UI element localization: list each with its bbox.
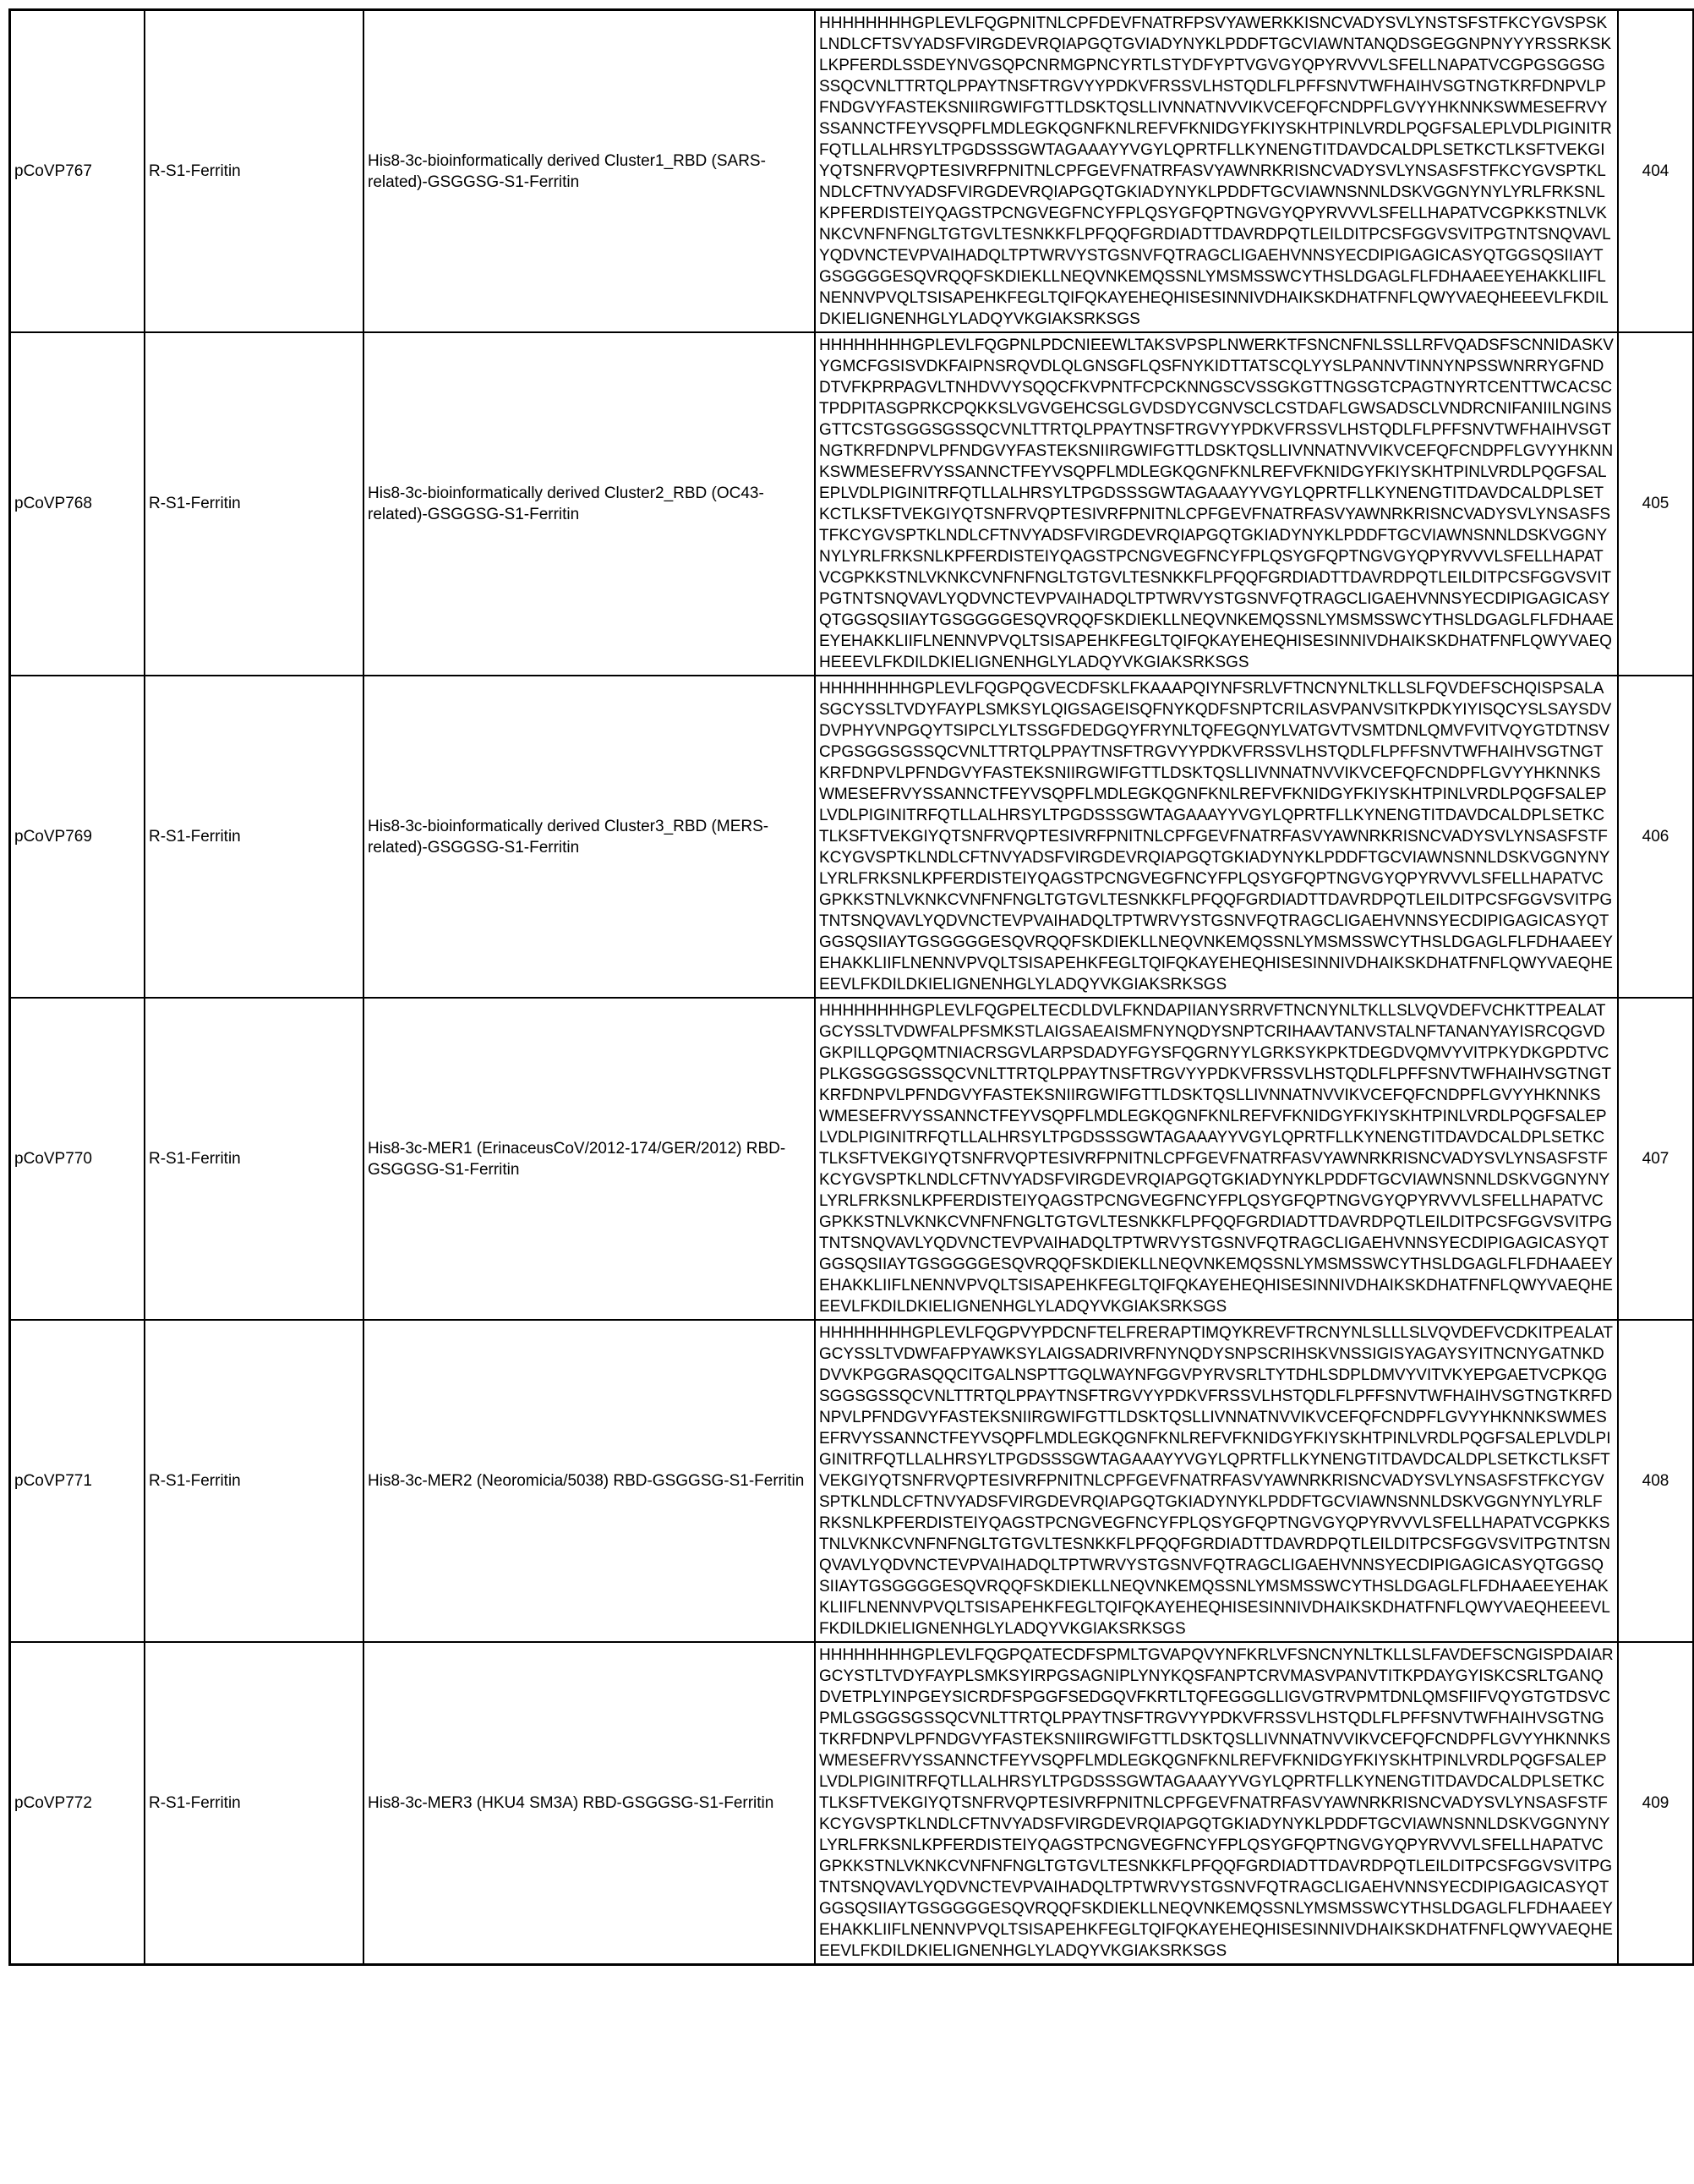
- type-cell: R-S1-Ferritin: [145, 1642, 363, 1965]
- sequence-cell: HHHHHHHHGPLEVLFQGPNLPDCNIEEWLTAKSVPSPLNWERKTFSNCNFNLSSLLRFVQADSFSCNNIDASKVYGMCFGSISVDKFAIPNSRQVDLQLGNSGFLQSFNYKIDTTATSCQLYYSLPANNVTINNYNPSSWNRRYGFNDDTVFKPRPAGVLTNHDVVYSQQCFKVPNTFCPCKNNGSCVSSGKGTTNGSGTCPAGTNYRTCENTTWCACSCTPDPITASGPRKCPQKKSLVGVGEHCSGLGVDSDYCGNVSCLCSTDAFLGWSADSCLVNDRCNIFANIILNGINSGTTCSTGSGGSGSSQCVNLTTRTQLPPAYTNSFTRGVYYPDKVFRSSVLHSTQDLFLPFFSNVTWFHAIHVSGTNGTKRFDNPVLPFNDGVYFASTEKSNIIRGWIFGTTLDSKTQSLLIVNNATNVVIKVCEFQFCNDPFLGVYYHKNNKSWMESEFRVYSSANNCTFEYVSQPFLMDLEGKQGNFKNLREFVFKNIDGYFKIYSKHTPINLVRDLPQGFSALEPLVDLPIGINITRFQTLLALHRSYLTPGDSSSGWTAGAAAYYVGYLQPRTFLLKYNENGTITDAVDCALDPLSETKCTLKSFTVEKGIYQTSNFRVQPTESIVRFPNITNLCPFGEVFNATRFASVYAWNRKRISNCVADYSVLYNSASFSTFKCYGVSPTKLNDLCFTNVYADSFVIRGDEVRQIAPGQTGKIADYNYKLPDDFTGCVIAWNSNNLDSKVGGNYNYLYRLFRKSNLKPFERDISTEIYQAGSTPCNGVEGFNCYFPLQSYGFQPTNGVGYQPYRVVVLSFELLHAPATVCGPKKSTNLVKNKCVNFNFNGLTGTGVLTESNKKFLPFQQFGRDIADTTDAVRDPQTLEILDITPCSFGGVSVITPGTNTSNQVAVLYQDVNCTEVPVAIHADQLTPTWRVYSTGSNVFQTRAGCLIGAEHVNNSYECDIPIGAGICASYQTGGSQSIIAYTGSGGGGESQVRQQFSKDIEKLLNEQVNKEMQSSNLYMSMSSWCYTHSLDGAGLFLFDHAAEEYEHAKKLIIFLNENNVPVQLTSISAPEHKFEGLTQIFQKAYEHEQHISESINNIVDHAIKSKDHATFNFLQWYVAEQHEEEVLFKDILDKIELIGNENHGLYLADQYVKGIAKSRKSGS: [815, 332, 1618, 676]
- table-row: [10, 676, 1694, 998]
- description-cell: His8-3c-MER3 (HKU4 SM3A) RBD-GSGGSG-S1-Ferritin: [363, 1642, 815, 1965]
- seq-id-cell: 404: [1618, 10, 1694, 333]
- description-cell: His8-3c-bioinformatically derived Cluster1_RBD (SARS-related)-GSGGSG-S1-Ferritin: [363, 10, 815, 333]
- sequence-cell: HHHHHHHHGPLEVLFQGPELTECDLDVLFKNDAPIIANYSRRVFTNCNYNLTKLLSLVQVDEFVCHKTTPEALATGCYSSLTVDWFALPFSMKSTLAIGSAEAISMFNYNQDYSNPTCRIHAAVTANVSTALNFTANANYAYISRCQGVDGKPILLQPGQMTNIACRSGVLARPSDADYFGYSFQGRNYYLGRKSYKPKTDEGDVQMVYVITPKYDKGPDTVCPLKGSGGSGSSQCVNLTTRTQLPPAYTNSFTRGVYYPDKVFRSSVLHSTQDLFLPFFSNVTWFHAIHVSGTNGTKRFDNPVLPFNDGVYFASTEKSNIIRGWIFGTTLDSKTQSLLIVNNATNVVIKVCEFQFCNDPFLGVYYHKNNKSWMESEFRVYSSANNCTFEYVSQPFLMDLEGKQGNFKNLREFVFKNIDGYFKIYSKHTPINLVRDLPQGFSALEPLVDLPIGINITRFQTLLALHRSYLTPGDSSSGWTAGAAAYYVGYLQPRTFLLKYNENGTITDAVDCALDPLSETKCTLKSFTVEKGIYQTSNFRVQPTESIVRFPNITNLCPFGEVFNATRFASVYAWNRKRISNCVADYSVLYNSASFSTFKCYGVSPTKLNDLCFTNVYADSFVIRGDEVRQIAPGQTGKIADYNYKLPDDFTGCVIAWNSNNLDSKVGGNYNYLYRLFRKSNLKPFERDISTEIYQAGSTPCNGVEGFNCYFPLQSYGFQPTNGVGYQPYRVVVLSFELLHAPATVCGPKKSTNLVKNKCVNFNFNGLTGTGVLTESNKKFLPFQQFGRDIADTTDAVRDPQTLEILDITPCSFGGVSVITPGTNTSNQVAVLYQDVNCTEVPVAIHADQLTPTWRVYSTGSNVFQTRAGCLIGAEHVNNSYECDIPIGAGICASYQTGGSQSIIAYTGSGGGGESQVRQQFSKDIEKLLNEQVNKEMQSSNLYMSMSSWCYTHSLDGAGLFLFDHAAEEYEHAKKLIIFLNENNVPVQLTSISAPEHKFEGLTQIFQKAYEHEQHISESINNIVDHAIKSKDHATFNFLQWYVAEQHEEEVLFKDILDKIELIGNENHGLYLADQYVKGIAKSRKSGS: [815, 998, 1618, 1320]
- table-row: [10, 998, 1694, 1320]
- description-cell: His8-3c-MER2 (Neoromicia/5038) RBD-GSGGSG-S1-Ferritin: [363, 1320, 815, 1642]
- type-cell: R-S1-Ferritin: [145, 1320, 363, 1642]
- plasmid-id-cell: pCoVP771: [10, 1320, 145, 1642]
- sequence-cell: HHHHHHHHGPLEVLFQGPQATECDFSPMLTGVAPQVYNFKRLVFSNCNYNLTKLLSLFAVDEFSCNGISPDAIARGCYSTLTVDYFAYPLSMKSYIRPGSAGNIPLYNYKQSFANPTCRVMASVPANVTITKPDAYGYISKCSRLTGANQDVETPLYINPGEYSICRDFSPGGFSEDGQVFKRTLTQFEGGGLLIGVGTRVPMTDNLQMSFIIFVQYGTGTDSVCPMLGSGGSGSSQCVNLTTRTQLPPAYTNSFTRGVYYPDKVFRSSVLHSTQDLFLPFFSNVTWFHAIHVSGTNGTKRFDNPVLPFNDGVYFASTEKSNIIRGWIFGTTLDSKTQSLLIVNNATNVVIKVCEFQFCNDPFLGVYYHKNNKSWMESEFRVYSSANNCTFEYVSQPFLMDLEGKQGNFKNLREFVFKNIDGYFKIYSKHTPINLVRDLPQGFSALEPLVDLPIGINITRFQTLLALHRSYLTPGDSSSGWTAGAAAYYVGYLQPRTFLLKYNENGTITDAVDCALDPLSETKCTLKSFTVEKGIYQTSNFRVQPTESIVRFPNITNLCPFGEVFNATRFASVYAWNRKRISNCVADYSVLYNSASFSTFKCYGVSPTKLNDLCFTNVYADSFVIRGDEVRQIAPGQTGKIADYNYKLPDDFTGCVIAWNSNNLDSKVGGNYNYLYRLFRKSNLKPFERDISTEIYQAGSTPCNGVEGFNCYFPLQSYGFQPTNGVGYQPYRVVVLSFELLHAPATVCGPKKSTNLVKNKCVNFNFNGLTGTGVLTESNKKFLPFQQFGRDIADTTDAVRDPQTLEILDITPCSFGGVSVITPGTNTSNQVAVLYQDVNCTEVPVAIHADQLTPTWRVYSTGSNVFQTRAGCLIGAEHVNNSYECDIPIGAGICASYQTGGSQSIIAYTGSGGGGESQVRQQFSKDIEKLLNEQVNKEMQSSNLYMSMSSWCYTHSLDGAGLFLFDHAAEEYEHAKKLIIFLNENNVPVQLTSISAPEHKFEGLTQIFQKAYEHEQHISESINNIVDHAIKSKDHATFNFLQWYVAEQHEEEVLFKDILDKIELIGNENHGLYLADQYVKGIAKSRKSGS: [815, 1642, 1618, 1965]
- sequence-cell: HHHHHHHHGPLEVLFQGPVYPDCNFTELFRERAPTIMQYKREVFTRCNYNLSLLLSLVQVDEFVCDKITPEALATGCYSSLTVDWFAFPYAWKSYLAIGSADRIVRFNYNQDYSNPSCRIHSKVNSSIGISYAGAYSYITNCNYGATNKDDVVKPGGRASQQCITGALNSPTTGQLWAYNFGGVPYRVSRLTYTDHLSDPLDMVYVITVKYEPGAETVCPKQGSGGSGSSQCVNLTTRTQLPPAYTNSFTRGVYYPDKVFRSSVLHSTQDLFLPFFSNVTWFHAIHVSGTNGTKRFDNPVLPFNDGVYFASTEKSNIIRGWIFGTTLDSKTQSLLIVNNATNVVIKVCEFQFCNDPFLGVYYHKNNKSWMESEFRVYSSANNCTFEYVSQPFLMDLEGKQGNFKNLREFVFKNIDGYFKIYSKHTPINLVRDLPQGFSALEPLVDLPIGINITRFQTLLALHRSYLTPGDSSSGWTAGAAAYYVGYLQPRTFLLKYNENGTITDAVDCALDPLSETKCTLKSFTVEKGIYQTSNFRVQPTESIVRFPNITNLCPFGEVFNATRFASVYAWNRKRISNCVADYSVLYNSASFSTFKCYGVSPTKLNDLCFTNVYADSFVIRGDEVRQIAPGQTGKIADYNYKLPDDFTGCVIAWNSNNLDSKVGGNYNYLYRLFRKSNLKPFERDISTEIYQAGSTPCNGVEGFNCYFPLQSYGFQPTNGVGYQPYRVVVLSFELLHAPATVCGPKKSTNLVKNKCVNFNFNGLTGTGVLTESNKKFLPFQQFGRDIADTTDAVRDPQTLEILDITPCSFGGVSVITPGTNTSNQVAVLYQDVNCTEVPVAIHADQLTPTWRVYSTGSNVFQTRAGCLIGAEHVNNSYECDIPIGAGICASYQTGGSQSIIAYTGSGGGGESQVRQQFSKDIEKLLNEQVNKEMQSSNLYMSMSSWCYTHSLDGAGLFLFDHAAEEYEHAKKLIIFLNENNVPVQLTSISAPEHKFEGLTQIFQKAYEHEQHISESINNIVDHAIKSKDHATFNFLQWYVAEQHEEEVLFKDILDKIELIGNENHGLYLADQYVKGIAKSRKSGS: [815, 1320, 1618, 1642]
- type-cell: R-S1-Ferritin: [145, 332, 363, 676]
- description-cell: His8-3c-bioinformatically derived Cluster3_RBD (MERS-related)-GSGGSG-S1-Ferritin: [363, 676, 815, 998]
- plasmid-id-cell: pCoVP769: [10, 676, 145, 998]
- type-cell: R-S1-Ferritin: [145, 676, 363, 998]
- description-cell: His8-3c-bioinformatically derived Cluster2_RBD (OC43-related)-GSGGSG-S1-Ferritin: [363, 332, 815, 676]
- type-cell: R-S1-Ferritin: [145, 998, 363, 1320]
- type-cell: R-S1-Ferritin: [145, 10, 363, 333]
- protein-sequence-table: [8, 8, 1694, 1966]
- seq-id-cell: 406: [1618, 676, 1694, 998]
- sequence-cell: HHHHHHHHGPLEVLFQGPQGVECDFSKLFKAAAPQIYNFSRLVFTNCNYNLTKLLSLFQVDEFSCHQISPSALASGCYSSLTVDYFAYPLSMKSYLQIGSAGEISQFNYKQDFSNPTCRILASVPANVSITKPDKYIYISQCYSLSAYSDVDVPHYVNPGQYTSIPCLYLTSSGFDEDGQYFRYNLTQFEGQNYLVATGVTVSMTDNLQMVFVITVQYGTDTNSVCPGSGGSGSSQCVNLTTRTQLPPAYTNSFTRGVYYPDKVFRSSVLHSTQDLFLPFFSNVTWFHAIHVSGTNGTKRFDNPVLPFNDGVYFASTEKSNIIRGWIFGTTLDSKTQSLLIVNNATNVVIKVCEFQFCNDPFLGVYYHKNNKSWMESEFRVYSSANNCTFEYVSQPFLMDLEGKQGNFKNLREFVFKNIDGYFKIYSKHTPINLVRDLPQGFSALEPLVDLPIGINITRFQTLLALHRSYLTPGDSSSGWTAGAAAYYVGYLQPRTFLLKYNENGTITDAVDCALDPLSETKCTLKSFTVEKGIYQTSNFRVQPTESIVRFPNITNLCPFGEVFNATRFASVYAWNRKRISNCVADYSVLYNSASFSTFKCYGVSPTKLNDLCFTNVYADSFVIRGDEVRQIAPGQTGKIADYNYKLPDDFTGCVIAWNSNNLDSKVGGNYNYLYRLFRKSNLKPFERDISTEIYQAGSTPCNGVEGFNCYFPLQSYGFQPTNGVGYQPYRVVVLSFELLHAPATVCGPKKSTNLVKNKCVNFNFNGLTGTGVLTESNKKFLPFQQFGRDIADTTDAVRDPQTLEILDITPCSFGGVSVITPGTNTSNQVAVLYQDVNCTEVPVAIHADQLTPTWRVYSTGSNVFQTRAGCLIGAEHVNNSYECDIPIGAGICASYQTGGSQSIIAYTGSGGGGESQVRQQFSKDIEKLLNEQVNKEMQSSNLYMSMSSWCYTHSLDGAGLFLFDHAAEEYEHAKKLIIFLNENNVPVQLTSISAPEHKFEGLTQIFQKAYEHEQHISESINNIVDHAIKSKDHATFNFLQWYVAEQHEEEVLFKDILDKIELIGNENHGLYLADQYVKGIAKSRKSGS: [815, 676, 1618, 998]
- seq-id-cell: 409: [1618, 1642, 1694, 1965]
- table-row: [10, 1642, 1694, 1965]
- sequence-cell: HHHHHHHHGPLEVLFQGPNITNLCPFDEVFNATRFPSVYAWERKKISNCVADYSVLYNSTSFSTFKCYGVSPSKLNDLCFTSVYADSFVIRGDEVRQIAPGQTGVIADYNYKLPDDFTGCVIAWNTANQDSGEGGNPNYYYRSSRKSKLKPFERDLSSDEYNVGSQPCNRMGPNCYRTLSTYDFYPTVGVGYQPYRVVVLSFELLNAPATVCGPGSGGSGSSQCVNLTTRTQLPPAYTNSFTRGVYYPDKVFRSSVLHSTQDLFLPFFSNVTWFHAIHVSGTNGTKRFDNPVLPFNDGVYFASTEKSNIIRGWIFGTTLDSKTQSLLIVNNATNVVIKVCEFQFCNDPFLGVYYHKNNKSWMESEFRVYSSANNCTFEYVSQPFLMDLEGKQGNFKNLREFVFKNIDGYFKIYSKHTPINLVRDLPQGFSALEPLVDLPIGINITRFQTLLALHRSYLTPGDSSSGWTAGAAAYYVGYLQPRTFLLKYNENGTITDAVDCALDPLSETKCTLKSFTVEKGIYQTSNFRVQPTESIVRFPNITNLCPFGEVFNATRFASVYAWNRKRISNCVADYSVLYNSASFSTFKCYGVSPTKLNDLCFTNVYADSFVIRGDEVRQIAPGQTGKIADYNYKLPDDFTGCVIAWNSNNLDSKVGGNYNYLYRLFRKSNLKPFERDISTEIYQAGSTPCNGVEGFNCYFPLQSYGFQPTNGVGYQPYRVVVLSFELLHAPATVCGPKKSTNLVKNKCVNFNFNGLTGTGVLTESNKKFLPFQQFGRDIADTTDAVRDPQTLEILDITPCSFGGVSVITPGTNTSNQVAVLYQDVNCTEVPVAIHADQLTPTWRVYSTGSNVFQTRAGCLIGAEHVNNSYECDIPIGAGICASYQTGGSQSIIAYTGSGGGGESQVRQQFSKDIEKLLNEQVNKEMQSSNLYMSMSSWCYTHSLDGAGLFLFDHAAEEYEHAKKLIIFLNENNVPVQLTSISAPEHKFEGLTQIFQKAYEHEQHISESINNIVDHAIKSKDHATFNFLQWYVAEQHEEEVLFKDILDKIELIGNENHGLYLADQYVKGIAKSRKSGS: [815, 10, 1618, 333]
- seq-id-cell: 408: [1618, 1320, 1694, 1642]
- plasmid-id-cell: pCoVP770: [10, 998, 145, 1320]
- table-row: [10, 332, 1694, 676]
- table-row: [10, 1320, 1694, 1642]
- table-row: [10, 10, 1694, 333]
- description-cell: His8-3c-MER1 (ErinaceusCoV/2012-174/GER/2012) RBD-GSGGSG-S1-Ferritin: [363, 998, 815, 1320]
- plasmid-id-cell: pCoVP767: [10, 10, 145, 333]
- plasmid-id-cell: pCoVP768: [10, 332, 145, 676]
- seq-id-cell: 405: [1618, 332, 1694, 676]
- plasmid-id-cell: pCoVP772: [10, 1642, 145, 1965]
- seq-id-cell: 407: [1618, 998, 1694, 1320]
